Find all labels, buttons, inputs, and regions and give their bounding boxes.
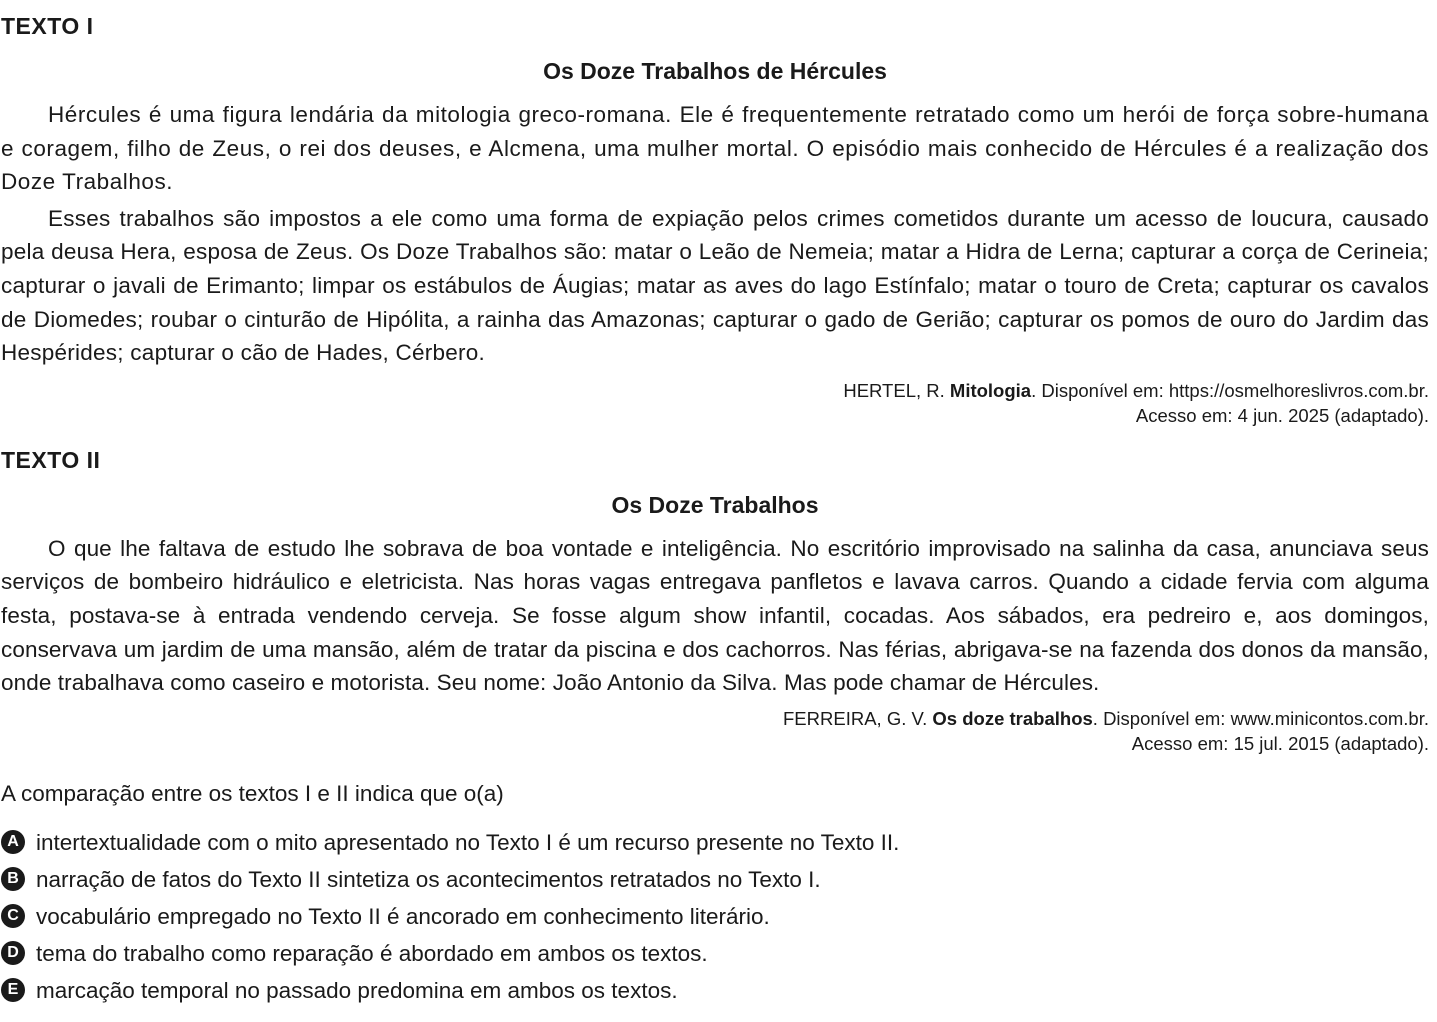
option-c-letter-badge: C: [1, 904, 25, 928]
texto2-reference-work: Os doze trabalhos: [932, 707, 1093, 729]
texto2-label: TEXTO II: [1, 446, 101, 473]
option-b-letter-badge: B: [1, 867, 25, 891]
texto1-reference: [1, 378, 1429, 428]
answer-options: [1, 824, 1429, 1009]
texto2-title: Os Doze Trabalhos: [611, 491, 819, 518]
option-d-text: tema do trabalho como reparação é abordado em ambos os textos.: [36, 940, 708, 966]
texto1-reference-line: [1, 378, 1429, 403]
texto1-title: Os Doze Trabalhos de Hércules: [543, 58, 887, 84]
option-a-letter-badge: A: [1, 830, 25, 854]
option-d[interactable]: [1, 935, 1429, 972]
option-b-text: narração de fatos do Texto II sintetiza os acontecimentos retratados no Texto I.: [36, 866, 821, 892]
option-e-letter-badge: E: [1, 978, 25, 1002]
texto2-paragraph-1: O que lhe faltava de estudo lhe sobrava de boa vontade e inteligência. No escritório improvisado na salinha da casa, anunciava seus serviços de bombeiro hidráulico e eletricista. Nas horas vagas entregava panfletos e lavava carros. Quando a cidade fervia com alguma festa, postava-se à entrada vendendo cerveja. Se fosse algum show infantil, cocadas. Aos sábados, era pedreiro e, aos domingos, conservava um jardim de uma mansão, além de tratar da piscina e dos cachorros. Nas férias, abrigava-se na fazenda dos donos da mansão, onde trabalhava como caseiro e motorista. Seu nome: João Antonio da Silva. Mas pode chamar de Hércules.: [1, 535, 1429, 696]
texto2-reference-access: Acesso em: 15 jul. 2015 (adaptado).: [1131, 732, 1429, 754]
option-c-text: vocabulário empregado no Texto II é ancorado em conhecimento literário.: [36, 903, 770, 929]
texto1-reference-author: HERTEL, R.: [843, 379, 950, 401]
option-b[interactable]: [1, 861, 1429, 898]
texto2-reference-line: [1, 706, 1429, 731]
question-stem: A comparação entre os textos I e II indica que o(a): [1, 780, 504, 806]
texto1-reference-access: Acesso em: 4 jun. 2025 (adaptado).: [1135, 404, 1429, 426]
texto2-reference: [1, 706, 1429, 756]
option-e[interactable]: [1, 972, 1429, 1009]
option-c[interactable]: [1, 898, 1429, 935]
option-e-text: marcação temporal no passado predomina em ambos os textos.: [36, 977, 678, 1003]
option-a[interactable]: [1, 824, 1429, 861]
texto1-label: TEXTO I: [1, 13, 94, 39]
texto1-reference-source: . Disponível em: https://osmelhoreslivros.com.br.: [1031, 379, 1429, 401]
option-a-text: intertextualidade com o mito apresentado no Texto I é um recurso presente no Texto II.: [36, 829, 900, 855]
texto1-paragraph-2: Esses trabalhos são impostos a ele como uma forma de expiação pelos crimes cometidos durante um acesso de loucura, causado pela deusa Hera, esposa de Zeus. Os Doze Trabalhos são: matar o Leão de Nemeia; matar a Hidra de Lerna; capturar a corça de Cerineia; capturar o javali de Erimanto; limpar os estábulos de Áugias; matar as aves do lago Estínfalo; matar o touro de Creta; capturar os cavalos de Diomedes; roubar o cinturão de Hipólita, a rainha das Amazonas; capturar o gado de Gerião; capturar os pomos de ouro do Jardim das Hespérides; capturar o cão de Hades, Cérbero.: [1, 205, 1429, 366]
texto1-reference-work: Mitologia: [949, 379, 1032, 401]
texto1-paragraph-1: Hércules é uma figura lendária da mitologia greco-romana. Ele é frequentemente retratado como um herói de força sobre-humana e coragem, filho de Zeus, o rei dos deuses, e Alcmena, uma mulher mortal. O episódio mais conhecido de Hércules é a realização dos Doze Trabalhos.: [1, 102, 1429, 195]
exam-page: [1, 0, 1429, 1009]
option-d-letter-badge: D: [1, 941, 25, 965]
texto2-reference-source: . Disponível em: www.minicontos.com.br.: [1092, 707, 1429, 729]
texto2-reference-author: FERREIRA, G. V.: [783, 707, 933, 729]
